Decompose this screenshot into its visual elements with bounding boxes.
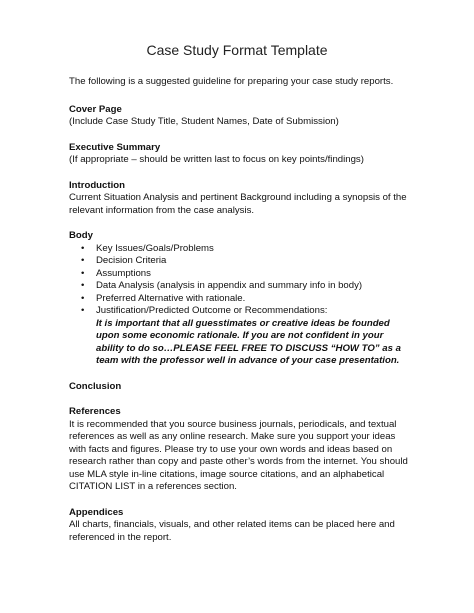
section-text: All charts, financials, visuals, and other related items can be placed here and referenced in the report. xyxy=(69,519,395,543)
section-introduction xyxy=(69,180,409,218)
section-heading: Conclusion xyxy=(69,380,122,392)
list-item: • Key Issues/Goals/Problems xyxy=(69,243,409,256)
section-text: (If appropriate – should be written last to focus on key points/findings) xyxy=(69,154,364,165)
section-executive-summary xyxy=(69,142,409,167)
section-text: Current Situation Analysis and pertinent Background including a synopsis of the relevant information from the case analysis. xyxy=(69,192,407,216)
section-text: It is recommended that you source business journals, periodicals, and textual references as well as any online research. Make sure you support your ideas with facts and figures. Please try to use your own words and ideas based on research rather than copy and paste other’s words from the internet. You should use MLA style in-line citations, image source citations, and an alphabetical CITATION LIST in a references section. xyxy=(69,418,408,492)
section-references xyxy=(69,406,409,494)
section-heading: Body xyxy=(69,230,93,241)
body-bullet-list xyxy=(69,243,409,318)
document-content xyxy=(69,76,409,557)
section-heading: Introduction xyxy=(69,179,125,191)
list-item: • Justification/Predicted Outcome or Recommendations: xyxy=(69,305,409,318)
intro-text: The following is a suggested guideline for preparing your case study reports. xyxy=(69,76,394,87)
section-heading: Cover Page xyxy=(69,103,122,115)
section-appendices xyxy=(69,507,409,545)
list-item: • Decision Criteria xyxy=(69,255,409,268)
section-text: (Include Case Study Title, Student Names, Date of Submission) xyxy=(69,116,339,127)
page-title: Case Study Format Template xyxy=(146,42,328,58)
section-cover-page xyxy=(69,104,409,129)
list-item: • Preferred Alternative with rationale. xyxy=(69,293,409,306)
justification-note: It is important that all guesstimates or creative ideas be founded upon some economic rationale. If you are not confident in your ability to do so…PLEASE FEEL FREE TO DISCUSS “HOW TO” as a team with the professor well in advance of your case presentation. xyxy=(96,317,401,366)
section-heading: Appendices xyxy=(69,506,124,518)
list-item: • Data Analysis (analysis in appendix and summary info in body) xyxy=(69,280,409,293)
section-body xyxy=(69,230,409,368)
section-heading: References xyxy=(69,406,121,417)
section-heading: Executive Summary xyxy=(69,141,161,153)
section-conclusion xyxy=(69,381,409,394)
list-item: • Assumptions xyxy=(69,268,409,281)
